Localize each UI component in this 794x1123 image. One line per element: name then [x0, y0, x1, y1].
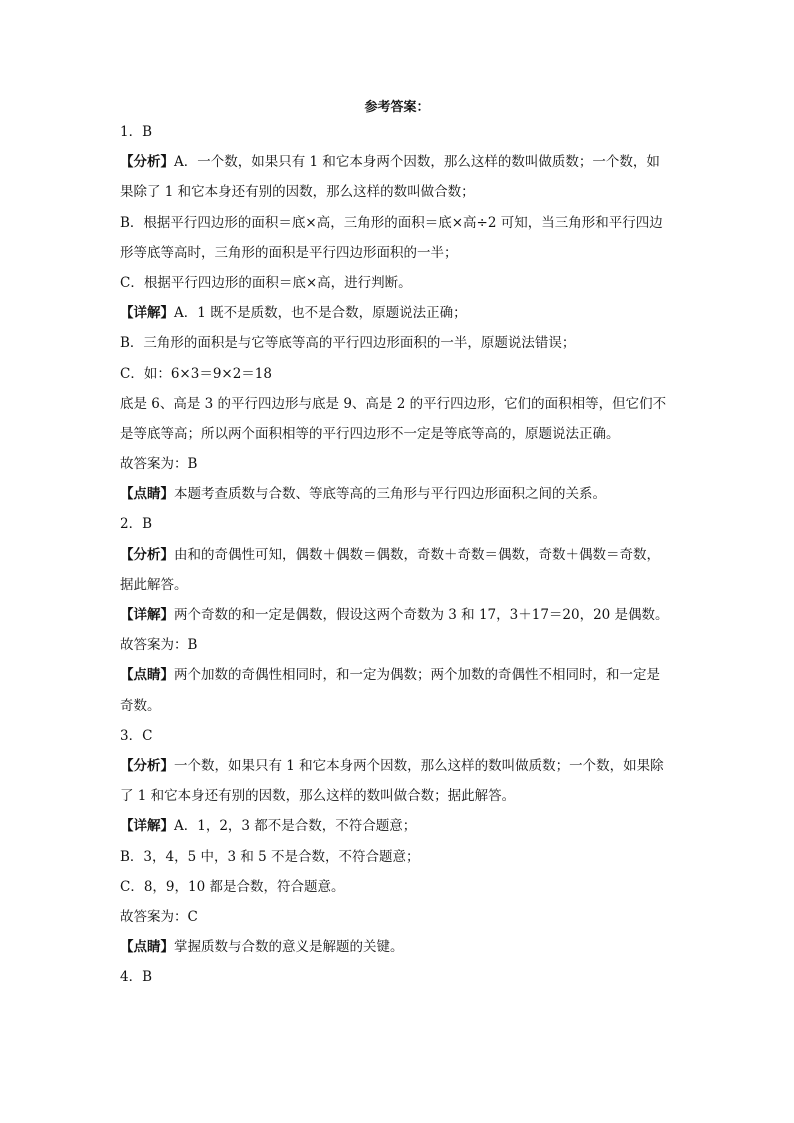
line-text: 奇数。: [120, 697, 161, 714]
line-text: 故答案为：C: [120, 908, 198, 925]
line-tag: 【分析】: [120, 757, 174, 774]
line-text: B．根据平行四边形的面积＝底×高，三角形的面积＝底×高÷2 可知，当三角形和平行四边: [120, 214, 663, 231]
answer-line: [120, 606, 690, 636]
answer-line: [120, 304, 690, 334]
answer-line: [120, 636, 690, 666]
line-tag: 【点睛】: [120, 667, 174, 684]
line-text: C．根据平行四边形的面积＝底×高，进行判断。: [120, 274, 412, 291]
answer-line: [120, 183, 690, 213]
answer-line: [120, 425, 690, 455]
line-text: 是等底等高；所以两个面积相等的平行四边形不一定是等底等高的，原题说法正确。: [120, 425, 620, 442]
line-text: B．三角形的面积是与它等底等高的平行四边形面积的一半，原题说法错误；: [120, 335, 576, 352]
answer-line: [120, 908, 690, 938]
line-text: 掌握质数与合数的意义是解题的关键。: [174, 939, 404, 956]
line-text: 一个数，如果只有 1 和它本身两个因数，那么这样的数叫做质数；一个数，如果除: [174, 757, 664, 774]
answer-line: [120, 938, 690, 968]
answer-line: [120, 515, 690, 545]
line-text: A．一个数，如果只有 1 和它本身两个因数，那么这样的数叫做质数；一个数，如: [174, 154, 660, 171]
page-title: 参考答案：: [364, 100, 430, 115]
answer-line: [120, 848, 690, 878]
answer-line: [120, 697, 690, 727]
answer-line: [120, 576, 690, 606]
answer-line: [120, 666, 690, 696]
line-text: 1．B: [120, 124, 153, 140]
answer-line: [120, 123, 690, 153]
answer-line: [120, 214, 690, 244]
answer-line: [120, 244, 690, 274]
answer-line: [120, 153, 690, 183]
line-tag: 【分析】: [120, 154, 174, 171]
line-text: 2．B: [120, 516, 153, 533]
answer-line: [120, 546, 690, 576]
line-tag: 【详解】: [120, 305, 174, 322]
answer-line: [120, 274, 690, 304]
line-tag: 【详解】: [120, 607, 174, 623]
line-text: 两个奇数的和一定是偶数，假设这两个奇数为 3 和 17，3＋17＝20，20 是偶数。: [174, 607, 669, 623]
line-text: 故答案为：B: [120, 637, 198, 654]
answer-line: [120, 817, 690, 847]
line-tag: 【点睛】: [120, 939, 174, 956]
line-text: 据此解答。: [120, 576, 188, 593]
answer-line: [120, 455, 690, 485]
line-text: 两个加数的奇偶性相同时，和一定为偶数；两个加数的奇偶性不相同时，和一定是: [174, 667, 660, 684]
answer-line: [120, 968, 690, 998]
line-text: 形等底等高时，三角形的面积是平行四边形面积的一半；: [120, 244, 458, 261]
line-tag: 【分析】: [120, 546, 174, 563]
answer-line: [120, 485, 690, 515]
answer-line: [120, 757, 690, 787]
line-text: 4．B: [120, 969, 153, 986]
answer-line: [120, 395, 690, 425]
line-text: 果除了 1 和它本身还有别的因数，那么这样的数叫做合数；: [120, 184, 475, 201]
line-text: A．1 既不是质数，也不是合数，原题说法正确；: [174, 305, 467, 322]
line-tag: 【点睛】: [120, 486, 174, 503]
line-tag: 【详解】: [120, 818, 174, 835]
line-text: 本题考查质数与合数、等底等高的三角形与平行四边形面积之间的关系。: [174, 486, 606, 503]
line-text: C．8，9，10 都是合数，符合题意。: [120, 878, 345, 895]
line-text: 了 1 和它本身还有别的因数，那么这样的数叫做合数；据此解答。: [120, 788, 516, 805]
line-text: 3．C: [120, 727, 153, 744]
answer-line: [120, 334, 690, 364]
line-text: C．如：6×3＝9×2＝18: [120, 365, 272, 382]
answer-line: [120, 878, 690, 908]
answer-line: [120, 727, 690, 757]
line-text: A．1，2，3 都不是合数，不符合题意；: [174, 818, 417, 835]
answer-line: [120, 787, 690, 817]
line-text: 故答案为：B: [120, 456, 198, 473]
line-text: 底是 6、高是 3 的平行四边形与底是 9、高是 2 的平行四边形，它们的面积相等，但它们不: [120, 395, 667, 412]
answer-line: [120, 365, 690, 395]
answer-content: [120, 123, 690, 998]
line-text: B．3，4，5 中，3 和 5 不是合数，不符合题意；: [120, 848, 420, 865]
line-text: 由和的奇偶性可知，偶数＋偶数＝偶数，奇数＋奇数＝偶数，奇数＋偶数＝奇数，: [174, 546, 660, 563]
